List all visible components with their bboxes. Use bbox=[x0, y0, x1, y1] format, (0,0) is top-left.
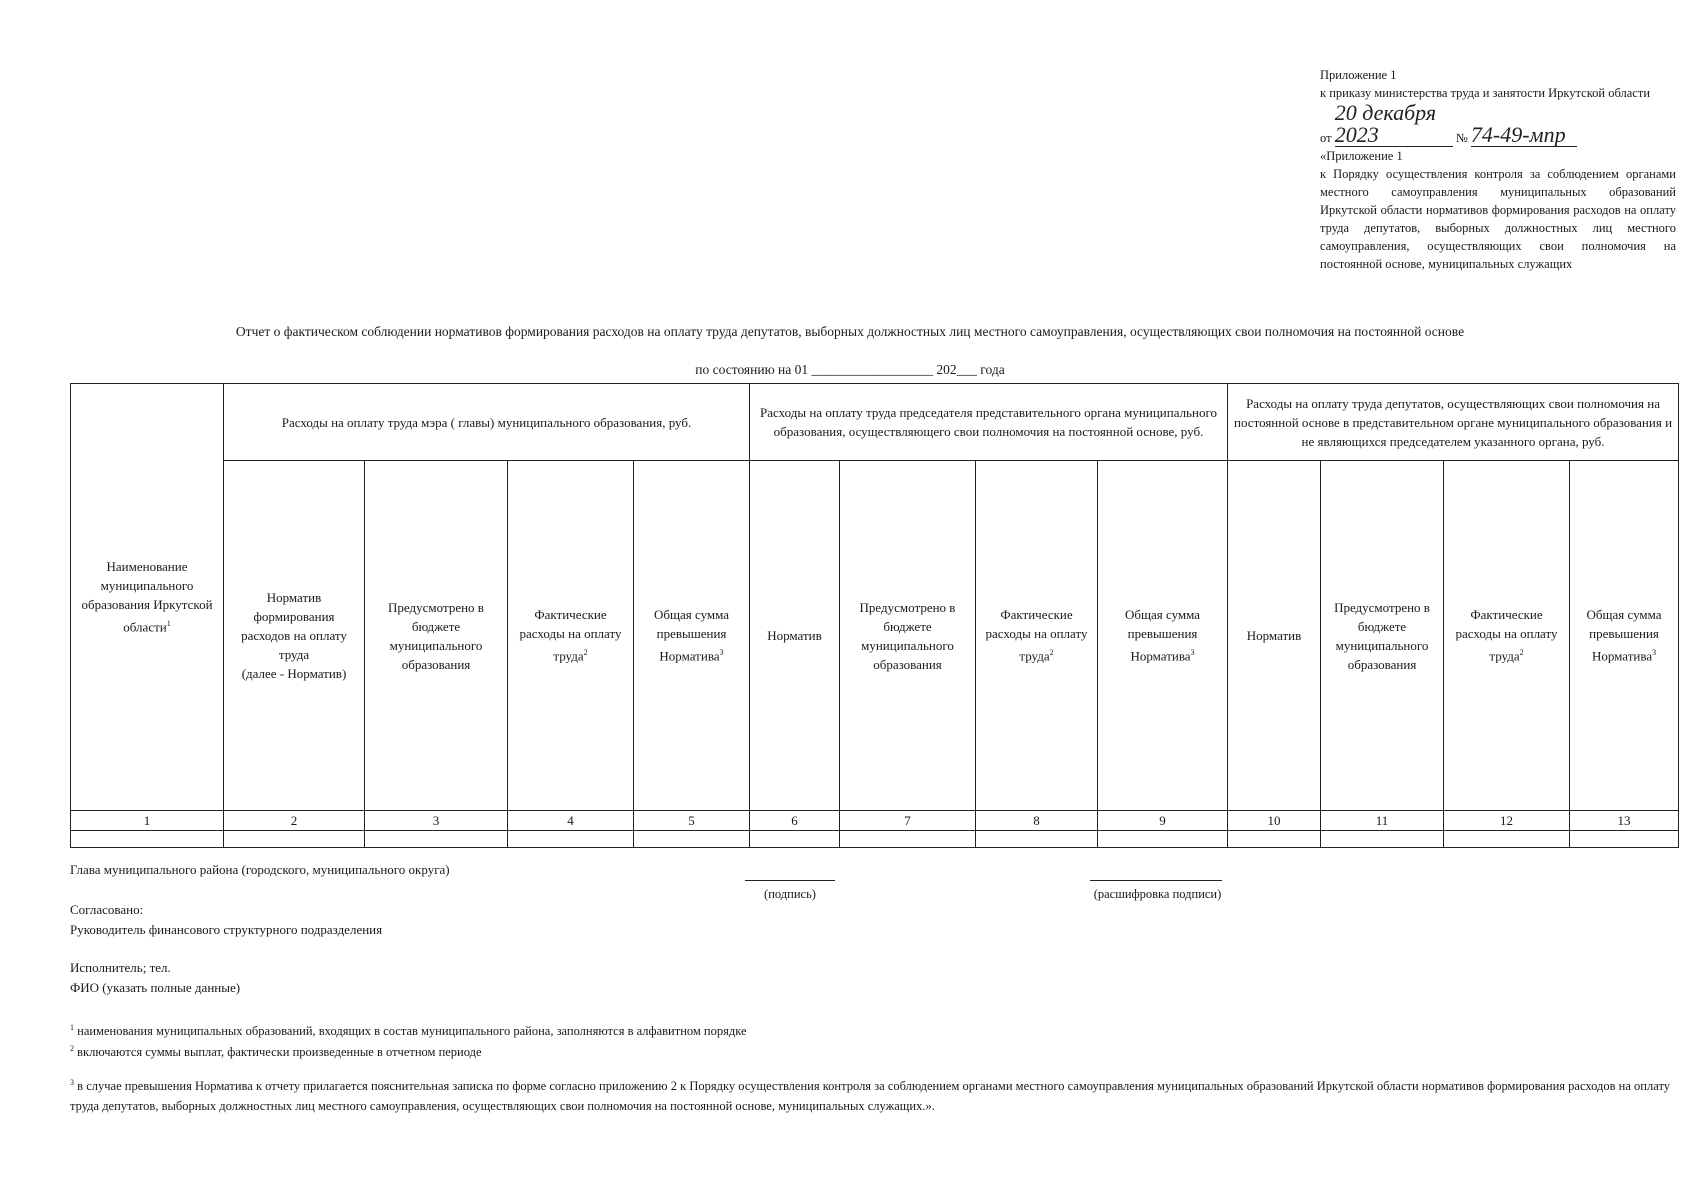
footnote-2: $^2$ включаются суммы выплат, фактически произведенные в отчетном периоде bbox=[70, 1044, 482, 1060]
table-row bbox=[71, 831, 1679, 848]
table-cell bbox=[1228, 831, 1321, 848]
col-number: 8 bbox=[976, 811, 1098, 831]
header-c2: Норматив формирования расходов на оплату труда (далее - Норматив) bbox=[224, 461, 365, 811]
header-c12: Фактические расходы на оплату труда$^2$ bbox=[1444, 461, 1570, 811]
table-cell bbox=[1321, 831, 1444, 848]
col-number: 10 bbox=[1228, 811, 1321, 831]
col-number: 4 bbox=[508, 811, 634, 831]
col-number: 12 bbox=[1444, 811, 1570, 831]
table-cell bbox=[634, 831, 750, 848]
fio-label: ФИО (указать полные данные) bbox=[70, 980, 241, 995]
handwritten-date: 20 декабря 2023 bbox=[1335, 102, 1453, 147]
col-number: 7 bbox=[840, 811, 976, 831]
decode-caption: (расшифровка подписи) bbox=[1093, 887, 1222, 901]
header-municipality: Наименование муниципального образования Иркутской области$^1$ bbox=[71, 384, 224, 811]
col-number: 11 bbox=[1321, 811, 1444, 831]
col-number: 1 bbox=[71, 811, 224, 831]
table-cell bbox=[840, 831, 976, 848]
footnote-3: $^3$ в случае превышения Норматива к отчету прилагается пояснительная записка по форме согласно приложению 2 к Порядку осуществления контроля за соблюдением органами местного самоуправления муниципальных образований Иркутской области нормативов формирования расходов на оплату труда депутатов, выборных должностных лиц местного самоуправления, осуществляющих свои полномочия на постоянной основе, муниципальных служащих.». bbox=[70, 1078, 1671, 1114]
table-cell bbox=[1570, 831, 1679, 848]
signature-line bbox=[745, 880, 835, 881]
appendix-sub-title: «Приложение 1 bbox=[1320, 149, 1403, 163]
appendix-order-line: от 20 декабря 2023 № 74-49-мпр bbox=[1320, 102, 1676, 147]
appendix-title: Приложение 1 bbox=[1320, 68, 1397, 82]
header-c3: Предусмотрено в бюджете муниципального образования bbox=[365, 461, 508, 811]
header-c11: Предусмотрено в бюджете муниципального образования bbox=[1321, 461, 1444, 811]
table-cell bbox=[71, 831, 224, 848]
handwritten-order-number: 74-49-мпр bbox=[1471, 124, 1577, 147]
header-c9: Общая сумма превышения Норматива$^3$ bbox=[1098, 461, 1228, 811]
col-number: 2 bbox=[224, 811, 365, 831]
appendix-sub-ref: к Порядку осуществления контроля за соблюдением органами местного самоуправления муниципальных образований Иркутской области нормативов формирования расходов на оплату труда депутатов, выборных должностных лиц местного самоуправления, осуществляющих свои полномочия на постоянной основе, муниципальных служащих bbox=[1320, 167, 1676, 271]
col-number: 5 bbox=[634, 811, 750, 831]
appendix-order-ref: к приказу министерства труда и занятости Иркутской области bbox=[1320, 86, 1651, 100]
signature-caption: (подпись) bbox=[764, 887, 816, 901]
col-number: 3 bbox=[365, 811, 508, 831]
table-cell bbox=[224, 831, 365, 848]
table-cell bbox=[508, 831, 634, 848]
header-group-chairman: Расходы на оплату труда председателя представительного органа муниципального образования, осуществляющего свои полномочия на постоянной основе, руб. bbox=[750, 384, 1228, 461]
header-c10: Норматив bbox=[1228, 461, 1321, 811]
header-c13: Общая сумма превышения Норматива$^3$ bbox=[1570, 461, 1679, 811]
header-c4: Фактические расходы на оплату труда$^2$ bbox=[508, 461, 634, 811]
decode-line bbox=[1090, 880, 1222, 881]
col-number: 9 bbox=[1098, 811, 1228, 831]
header-c7: Предусмотрено в бюджете муниципального образования bbox=[840, 461, 976, 811]
header-c8: Фактические расходы на оплату труда$^2$ bbox=[976, 461, 1098, 811]
header-c6: Норматив bbox=[750, 461, 840, 811]
executor-label: Исполнитель; тел. bbox=[70, 960, 171, 975]
col-number: 6 bbox=[750, 811, 840, 831]
report-title: Отчет о фактическом соблюдении нормативов формирования расходов на оплату труда депутатов, выборных должностных лиц местного самоуправления, осуществляющих свои полномочия на постоянной основе bbox=[235, 324, 1465, 339]
table-cell bbox=[976, 831, 1098, 848]
appendix-header bbox=[1320, 66, 1676, 273]
report-date-line: по состоянию на 01 __________________ 202___ года bbox=[695, 362, 1005, 377]
header-group-mayor: Расходы на оплату труда мэра ( главы) муниципального образования, руб. bbox=[224, 384, 750, 461]
table-cell bbox=[750, 831, 840, 848]
finance-head-label: Руководитель финансового структурного подразделения bbox=[70, 922, 383, 937]
report-table bbox=[70, 383, 1679, 848]
footnote-1: $^1$ наименования муниципальных образований, входящих в состав муниципального района, заполняются в алфавитном порядке bbox=[70, 1023, 747, 1039]
header-c5: Общая сумма превышения Норматива$^3$ bbox=[634, 461, 750, 811]
col-number: 13 bbox=[1570, 811, 1679, 831]
table-cell bbox=[1444, 831, 1570, 848]
agreed-label: Согласовано: bbox=[70, 902, 144, 917]
table-cell bbox=[365, 831, 508, 848]
table-cell bbox=[1098, 831, 1228, 848]
column-number-row bbox=[71, 811, 1679, 831]
header-group-deputies: Расходы на оплату труда депутатов, осуществляющих свои полномочия на постоянной основе в представительном органе муниципального образования и не являющихся председателем указанного органа, руб. bbox=[1228, 384, 1679, 461]
head-of-district-label: Глава муниципального района (городского, муниципального округа) bbox=[70, 862, 450, 877]
